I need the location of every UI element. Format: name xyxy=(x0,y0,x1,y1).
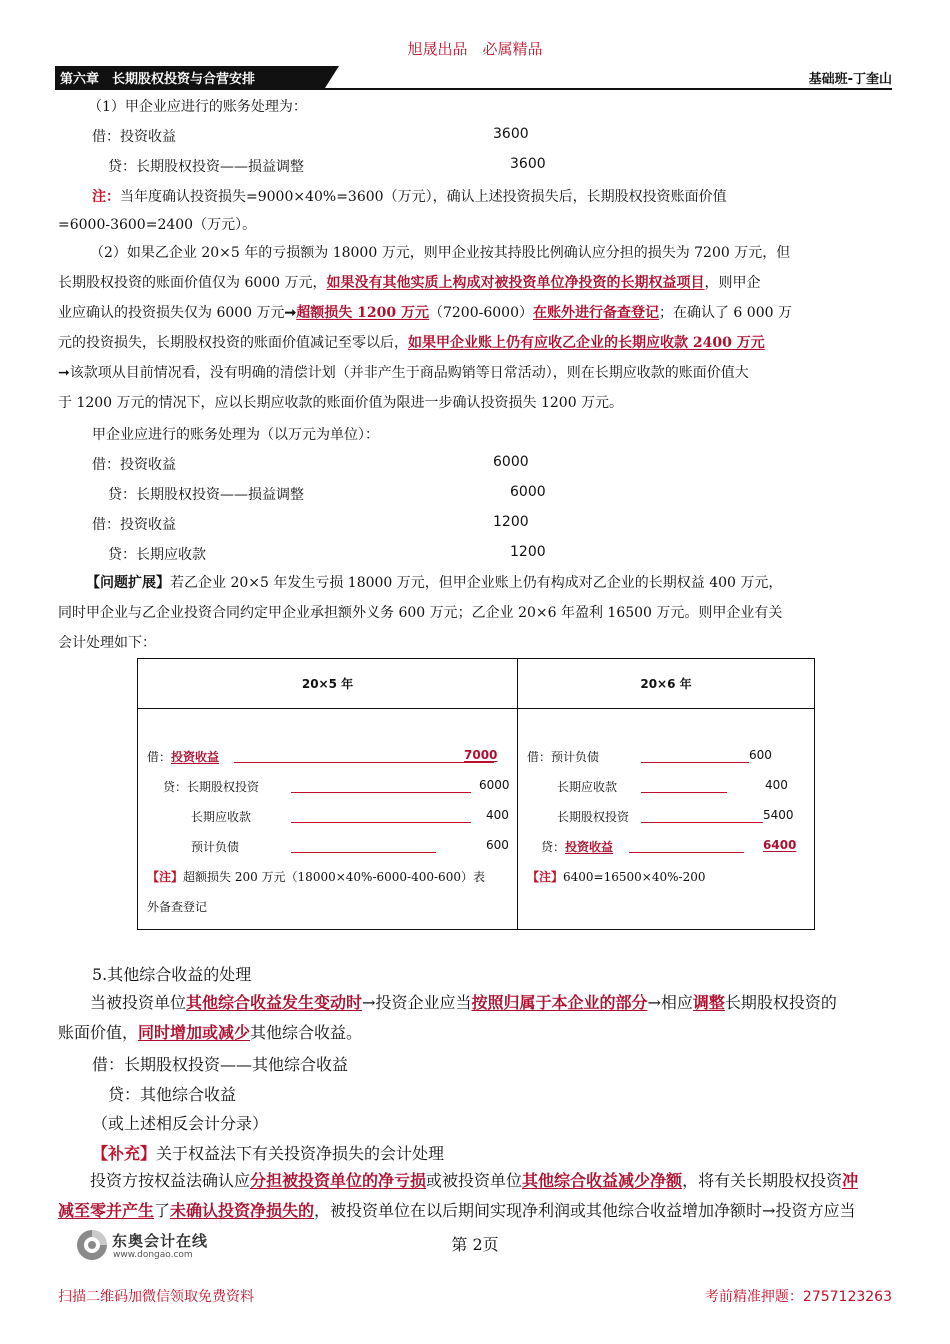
para-line: 投资方按权益法确认应分担被投资单位的净亏损或被投资单位其他综合收益减少净额，将有关长期股权投资冲 xyxy=(90,1171,859,1190)
entry-underline xyxy=(641,750,749,763)
note-text: 当年度确认投资损失=9000×40%=3600（万元），确认上述投资损失后，长期股权投资账面价值 xyxy=(120,189,727,205)
para-line: 账面价值，同时增加或减少其他综合收益。 xyxy=(58,1023,363,1042)
para-line: 同时甲企业与乙企业投资合同约定甲企业承担额外义务 600 万元；乙企业 20×6 年盈利 16500 万元。则甲企业有关 xyxy=(58,605,783,621)
entry-credit: 贷：长期股权投资——损益调整 xyxy=(108,159,304,175)
para-line: 会计处理如下： xyxy=(58,635,156,651)
account-name: 预计负债 xyxy=(551,750,600,764)
entry-credit: 贷：长期应收款 xyxy=(108,547,206,563)
supplement-paragraph xyxy=(58,1166,892,1226)
entry-amount: 6000 xyxy=(510,484,546,500)
note-line xyxy=(92,186,727,206)
class-name: 基础班-丁奎山 xyxy=(808,72,892,87)
entry-amount: 6000 xyxy=(493,454,529,470)
table-amount: 600 xyxy=(749,748,772,762)
highlight: 如果没有其他实质上构成对被投资单位净投资的长期权益项目 xyxy=(326,275,705,291)
highlight: 如果甲企业账上仍有应收乙企业的长期应收款 2400 万元 xyxy=(408,335,765,351)
entry-underline xyxy=(291,810,471,823)
logo-url: www.dongao.com xyxy=(113,1250,193,1260)
para-line: 长期股权投资的账面价值仅为 6000 万元，如果没有其他实质上构成对被投资单位净投资的长期权益项目，则甲企 xyxy=(58,275,761,291)
section5-paragraph xyxy=(58,988,892,1048)
entry-debit: 借：投资收益 xyxy=(92,129,176,145)
table-note: 【注】超额损失 200 万元（18000×40%-6000-400-600）表 xyxy=(147,870,485,884)
note-text-cont: =6000-3600=2400（万元）。 xyxy=(58,217,257,233)
para-line: 减至零并产生了未确认投资净损失的，被投资单位在以后期间实现净利润或其他综合收益增加净额时→投资方应当 xyxy=(58,1201,856,1220)
entry-underline xyxy=(641,810,763,823)
account-name: 长期股权投资 xyxy=(557,810,630,824)
table-note: 【注】6400=16500×40%-200 xyxy=(527,870,706,884)
table-cell-left xyxy=(138,709,518,930)
entry-underline xyxy=(291,840,436,853)
extension-label: 【问题扩展】 xyxy=(86,575,170,591)
section2-paragraph xyxy=(58,238,892,418)
entry-underline xyxy=(234,750,494,763)
entry-note: （或上述相反会计分录） xyxy=(92,1114,269,1133)
para-line: 于 1200 万元的情况下，应以长期应收款的账面价值为限进一步确认投资损失 1200 万元。 xyxy=(58,395,624,411)
note-label: 注： xyxy=(92,189,120,205)
para-line: （2）如果乙企业 20×5 年的亏损额为 18000 万元，则甲企业按其持股比例确认应分担的损失为 7200 万元，但 xyxy=(90,245,791,261)
table-amount: 6000 xyxy=(479,778,510,792)
table-header-2016: 20×6 年 xyxy=(518,659,815,709)
extension-paragraph xyxy=(58,568,892,658)
supplement-label: 【补充】 xyxy=(92,1144,157,1163)
header-rule xyxy=(55,88,892,90)
para-line: 当被投资单位其他综合收益发生变动时→投资企业应当按照归属于本企业的部分→相应调整长期股权投资的 xyxy=(90,993,837,1012)
entry-credit: 贷：长期股权投资——损益调整 xyxy=(108,487,304,503)
table-row: 贷：长期股权投资 xyxy=(163,780,260,794)
entry-debit: 借：投资收益 xyxy=(92,517,176,533)
section2-intro2: 甲企业应进行的账务处理为（以万元为单位）： xyxy=(92,427,379,443)
table-header-2015: 20×5 年 xyxy=(138,659,518,709)
footer-right-ad: 考前精准押题：2757123263 xyxy=(704,1289,892,1305)
para-line: 元的投资损失，长期股权投资的账面价值减记至零以后，如果甲企业账上仍有应收乙企业的长期应收款 2400 万元 xyxy=(58,335,765,351)
table-row: 借：预计负债 xyxy=(527,750,600,764)
chapter-title: 第六章 长期股权投资与合营安排 xyxy=(60,72,256,87)
logo-text: 东奥会计在线 xyxy=(112,1232,209,1250)
table-note-cont: 外备查登记 xyxy=(147,900,208,914)
chapter-header-tip xyxy=(325,66,339,88)
accounting-table xyxy=(137,658,815,930)
entry-underline xyxy=(641,780,727,793)
entry-underline xyxy=(291,780,471,793)
para-line: ➞该款项从目前情况看，没有明确的清偿计划（并非产生于商品购销等日常活动），则在长期应收款的账面价值大 xyxy=(58,365,749,381)
account-name: 投资收益 xyxy=(565,840,614,854)
table-amount: 7000 xyxy=(464,748,498,762)
table-amount: 5400 xyxy=(763,808,794,822)
highlight: 超额损失 1200 万元 xyxy=(296,305,429,321)
account-name: 长期应收款 xyxy=(191,810,252,824)
table-amount: 6400 xyxy=(763,838,797,852)
footer-left-ad: 扫描二维码加微信领取免费资料 xyxy=(58,1289,254,1305)
entry-underline xyxy=(629,840,744,853)
entry-amount: 1200 xyxy=(493,514,529,530)
para-line: 业应确认的投资损失仅为 6000 万元➞超额损失 1200 万元（7200-6000）在账外进行备查登记；在确认了 6 000 万 xyxy=(58,305,792,321)
entry-debit: 借：长期股权投资——其他综合收益 xyxy=(92,1055,349,1074)
entry-debit: 借：投资收益 xyxy=(92,457,176,473)
supplement-line: 【补充】关于权益法下有关投资净损失的会计处理 xyxy=(92,1144,445,1163)
section5-title: 5.其他综合收益的处理 xyxy=(92,965,252,984)
entry-credit: 贷：其他综合收益 xyxy=(108,1085,237,1104)
account-name: 投资收益 xyxy=(171,750,220,764)
arrow-icon: ➞ xyxy=(284,305,297,321)
account-name: 预计负债 xyxy=(191,840,240,854)
table-amount: 600 xyxy=(486,838,509,852)
table-row: 借：投资收益 xyxy=(147,750,220,764)
highlight: 在账外进行备查登记 xyxy=(532,305,659,321)
table-cell-right xyxy=(518,709,815,930)
account-name: 长期股权投资 xyxy=(187,780,260,794)
banner: 旭晟出品 必属精品 xyxy=(407,40,543,58)
table-amount: 400 xyxy=(486,808,509,822)
section1-intro: （1）甲企业应进行的账务处理为： xyxy=(88,99,307,115)
entry-amount: 1200 xyxy=(510,544,546,560)
entry-amount: 3600 xyxy=(493,126,529,142)
table-row: 贷：投资收益 xyxy=(541,840,614,854)
entry-amount: 3600 xyxy=(510,156,546,172)
table-amount: 400 xyxy=(765,778,788,792)
para-line: 【问题扩展】若乙企业 20×5 年发生亏损 18000 万元，但甲企业账上仍有构成对乙企业的长期权益 400 万元， xyxy=(86,575,783,591)
account-name: 长期应收款 xyxy=(557,780,618,794)
page-number: 第 2页 xyxy=(451,1235,499,1254)
